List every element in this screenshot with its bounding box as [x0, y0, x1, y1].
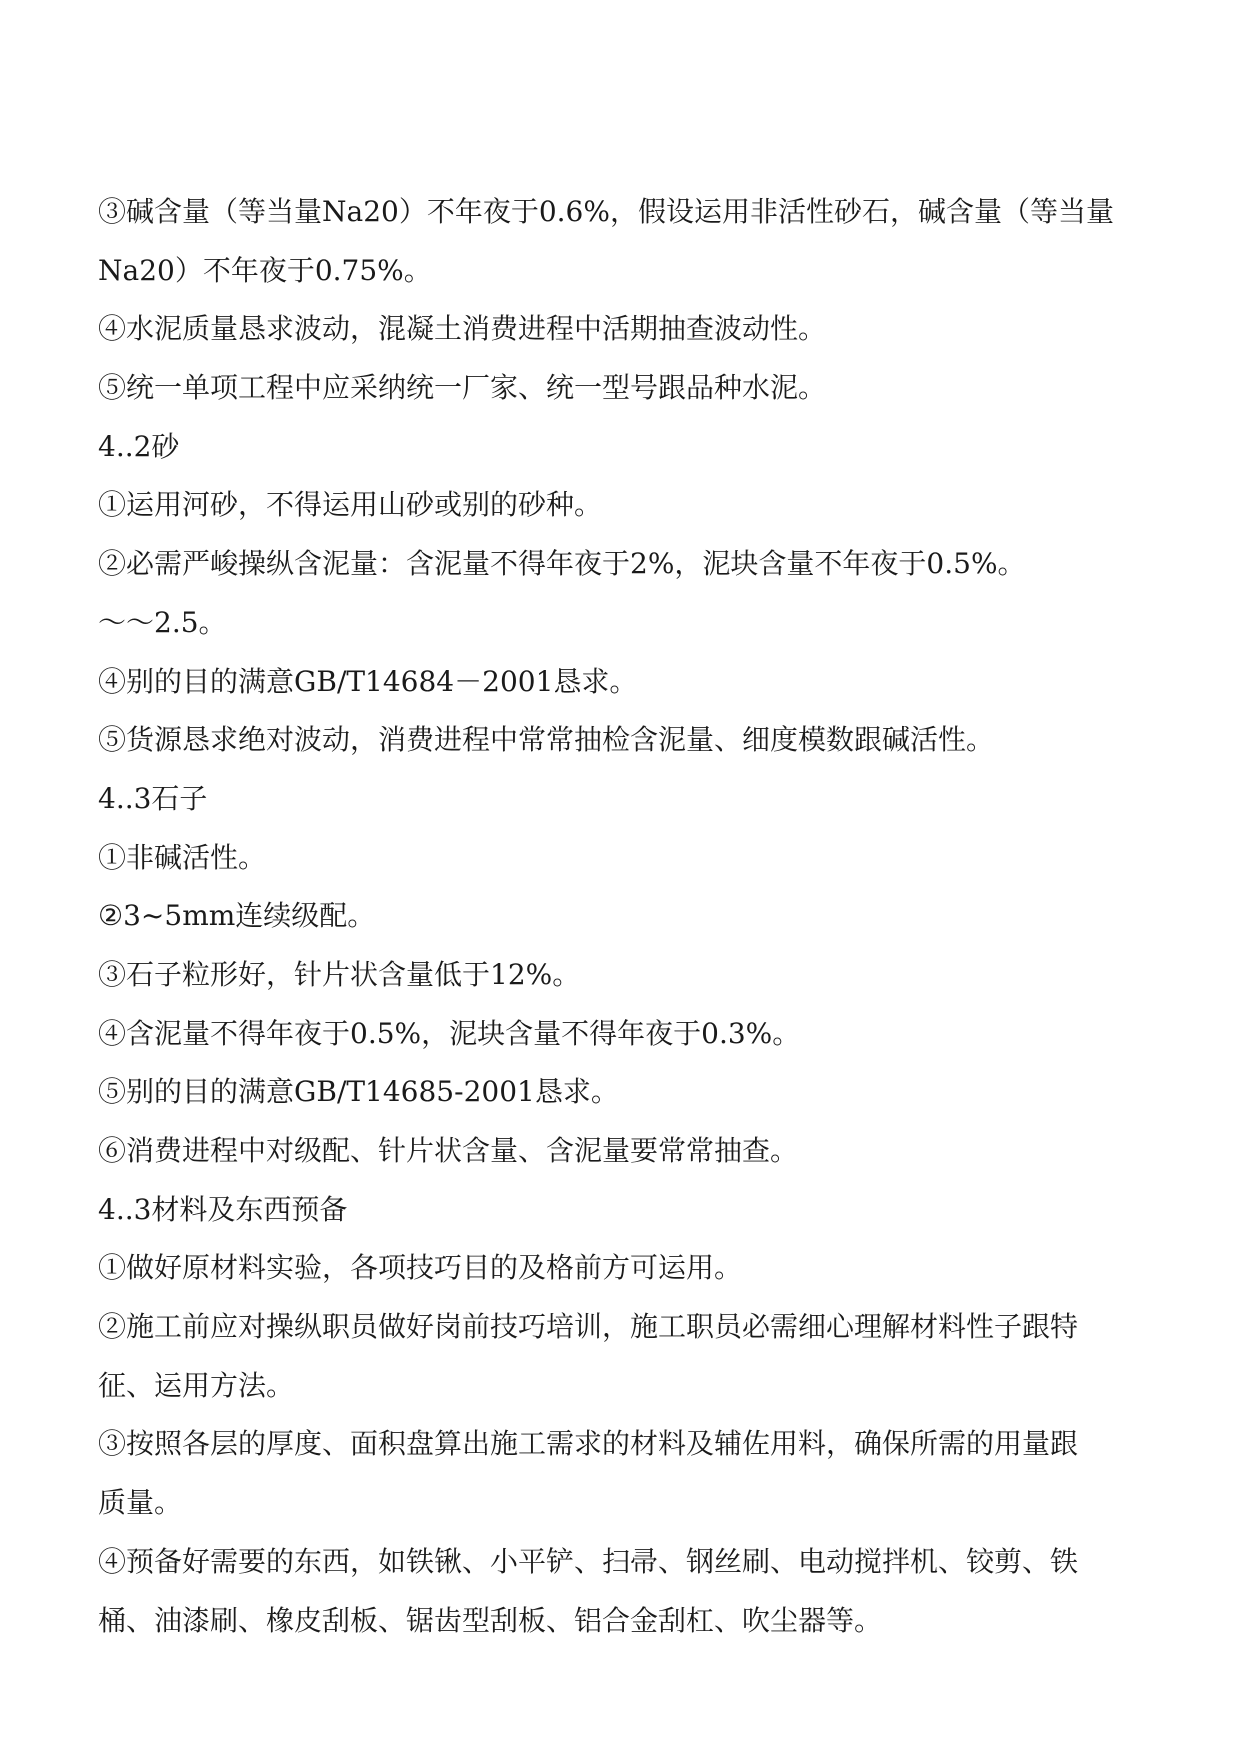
text-line: ②3~5mm连续级配。 [98, 899, 376, 933]
text-line: ④水泥质量恳求波动，混凝土消费进程中活期抽查波动性。 [98, 312, 827, 346]
text-line: ④预备好需要的东西，如铁锹、小平铲、扫帚、钢丝刷、电动搅拌机、铰剪、铁 [98, 1544, 1079, 1578]
text-line: ⑤别的目的满意GB/T14685-2001恳求。 [98, 1075, 619, 1109]
section-heading: 4..3石子 [98, 781, 208, 815]
text-line: Na20）不年夜于0.75%。 [98, 253, 432, 287]
text-line: ⑥消费进程中对级配、针片状含量、含泥量要常常抽查。 [98, 1134, 799, 1167]
text-line: ⑤货源恳求绝对波动，消费进程中常常抽检含泥量、细度模数跟碱活性。 [98, 723, 995, 757]
text-line: ～～2.5。 [98, 605, 227, 639]
text-line: ④别的目的满意GB/T14684－2001恳求。 [98, 664, 638, 698]
text-line: ①做好原材料实验，各项技巧目的及格前方可运用。 [98, 1251, 743, 1285]
text-line: ④含泥量不得年夜于0.5%，泥块含量不得年夜于0.3%。 [98, 1016, 801, 1050]
text-line: ①运用河砂，不得运用山砂或别的砂种。 [98, 488, 603, 522]
text-line: 征、运用方法。 [98, 1368, 295, 1402]
text-line: ③碱含量（等当量Na20）不年夜于0.6%，假设运用非活性砂石，碱含量（等当量 [98, 195, 1114, 228]
section-heading: 4..2砂 [98, 429, 180, 463]
text-line: ①非碱活性。 [98, 840, 267, 874]
section-heading: 4..3材料及东西预备 [98, 1192, 348, 1226]
text-line: ⑤统一单项工程中应采纳统一厂家、统一型号跟品种水泥。 [98, 371, 827, 405]
text-line: ②必需严峻操纵含泥量：含泥量不得年夜于2%，泥块含量不年夜于0.5%。 [98, 547, 1026, 581]
text-line: ③石子粒形好，针片状含量低于12%。 [98, 957, 581, 991]
text-line: ②施工前应对操纵职员做好岗前技巧培训，施工职员必需细心理解材料性子跟特 [98, 1310, 1079, 1344]
document-body [98, 183, 1148, 1650]
text-line: 桶、油漆刷、橡皮刮板、锯齿型刮板、铝合金刮杠、吹尘器等。 [98, 1603, 883, 1637]
text-line: 质量。 [98, 1486, 183, 1520]
text-line: ③按照各层的厚度、面积盘算出施工需求的材料及辅佐用料，确保所需的用量跟 [98, 1427, 1079, 1461]
